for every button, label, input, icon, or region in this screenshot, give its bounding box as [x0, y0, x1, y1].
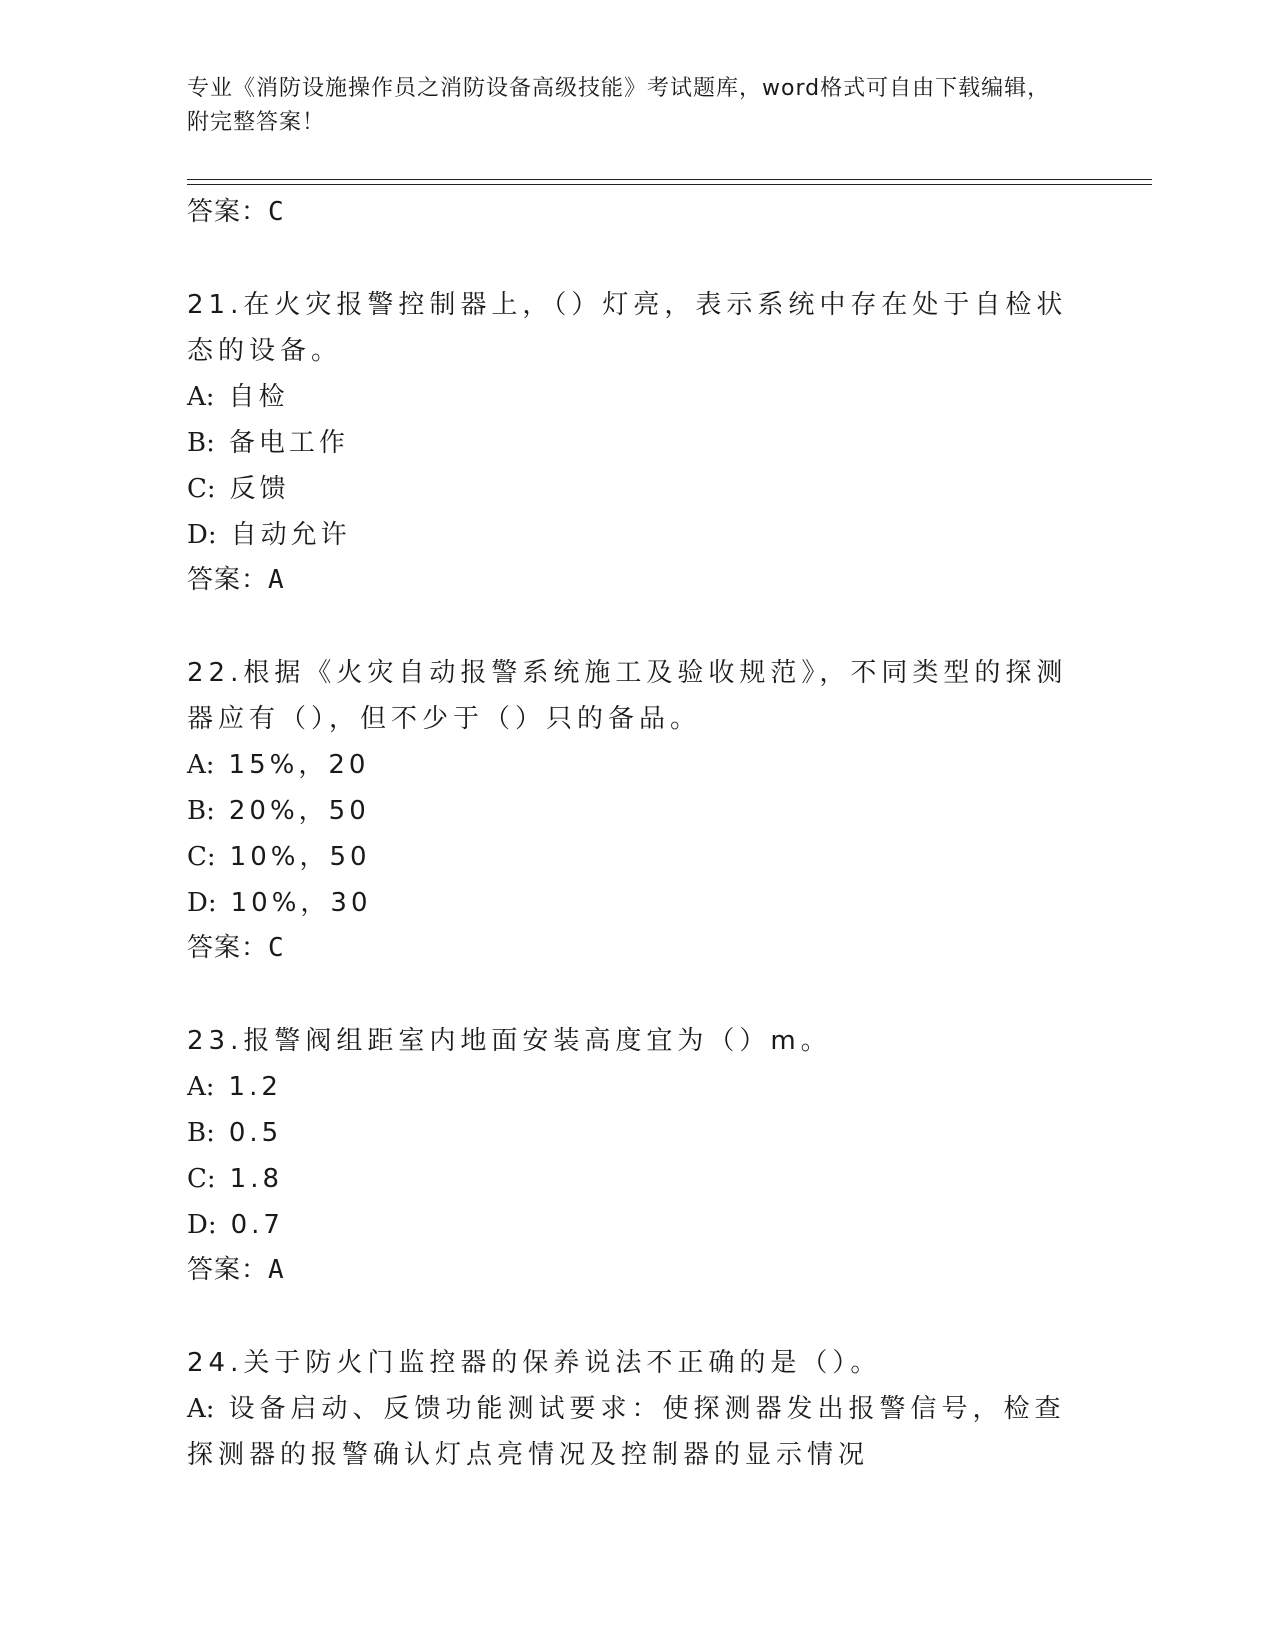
answer-label: 答案：	[187, 197, 269, 227]
option-a	[187, 1386, 1087, 1478]
answer-line	[187, 558, 1087, 602]
option-text: 15%，20	[228, 750, 370, 780]
option-key: A:	[187, 1394, 215, 1424]
question-21: 21.在火灾报警控制器上，（）灯亮，表示系统中存在处于自检状态的设备。	[187, 290, 1068, 366]
option-key: A:	[187, 382, 215, 412]
option-b	[187, 420, 1087, 466]
option-key: A:	[187, 1072, 215, 1102]
answer-line	[187, 926, 1087, 970]
option-b	[187, 788, 1087, 834]
option-key: C:	[187, 842, 216, 872]
answer-label: 答案：	[187, 933, 269, 963]
answer-value: C	[268, 933, 285, 963]
question-23: 23.报警阀组距室内地面安装高度宜为（）m。	[187, 1026, 832, 1056]
option-text: 1.2	[228, 1072, 282, 1102]
answer-label: 答案：	[187, 565, 269, 595]
option-c	[187, 1156, 1087, 1202]
header-rule-bottom	[187, 184, 1152, 185]
option-d	[187, 1202, 1087, 1248]
option-c	[187, 466, 1087, 512]
option-a	[187, 1064, 1087, 1110]
option-key: D:	[187, 888, 217, 918]
option-c	[187, 834, 1087, 880]
option-a	[187, 374, 1087, 420]
option-key: D:	[187, 520, 217, 550]
answer-value: A	[268, 1255, 285, 1285]
option-text: 自动允许	[230, 520, 351, 550]
header-rule-top	[187, 179, 1152, 180]
option-key: B:	[187, 1118, 215, 1148]
option-text: 10%，30	[230, 888, 372, 918]
option-text: 自检	[228, 382, 289, 412]
option-text: 设备启动、反馈功能测试要求：使探测器发出报警信号，检查探测器的报警确认灯点亮情况及控制器的显示情况	[187, 1394, 1066, 1470]
option-key: B:	[187, 796, 215, 826]
answer-value: C	[268, 197, 285, 227]
option-text: 1.8	[229, 1164, 284, 1194]
answer-value: A	[268, 565, 285, 595]
question-list	[187, 190, 1087, 1478]
question-22: 22.根据《火灾自动报警系统施工及验收规范》，不同类型的探测器应有（），但不少于（）只的备品。	[187, 658, 1068, 734]
option-key: D:	[187, 1210, 217, 1240]
option-d	[187, 880, 1087, 926]
option-text: 备电工作	[228, 428, 349, 458]
question-24: 24.关于防火门监控器的保养说法不正确的是（）。	[187, 1348, 882, 1378]
option-text: 0.5	[228, 1118, 283, 1148]
option-key: A:	[187, 750, 215, 780]
option-text: 0.7	[230, 1210, 284, 1240]
option-a	[187, 742, 1087, 788]
document-header: 专业《消防设施操作员之消防设备高级技能》考试题库，word格式可自由下载编辑，附完整答案！	[187, 76, 1051, 135]
answer-line	[187, 190, 1087, 234]
option-d	[187, 512, 1087, 558]
answer-line	[187, 1248, 1087, 1292]
option-text: 10%，50	[229, 842, 371, 872]
option-text: 20%，50	[228, 796, 370, 826]
option-b	[187, 1110, 1087, 1156]
option-key: B:	[187, 428, 215, 458]
option-text: 反馈	[229, 474, 290, 504]
option-key: C:	[187, 474, 216, 504]
option-key: C:	[187, 1164, 216, 1194]
answer-label: 答案：	[187, 1255, 269, 1285]
